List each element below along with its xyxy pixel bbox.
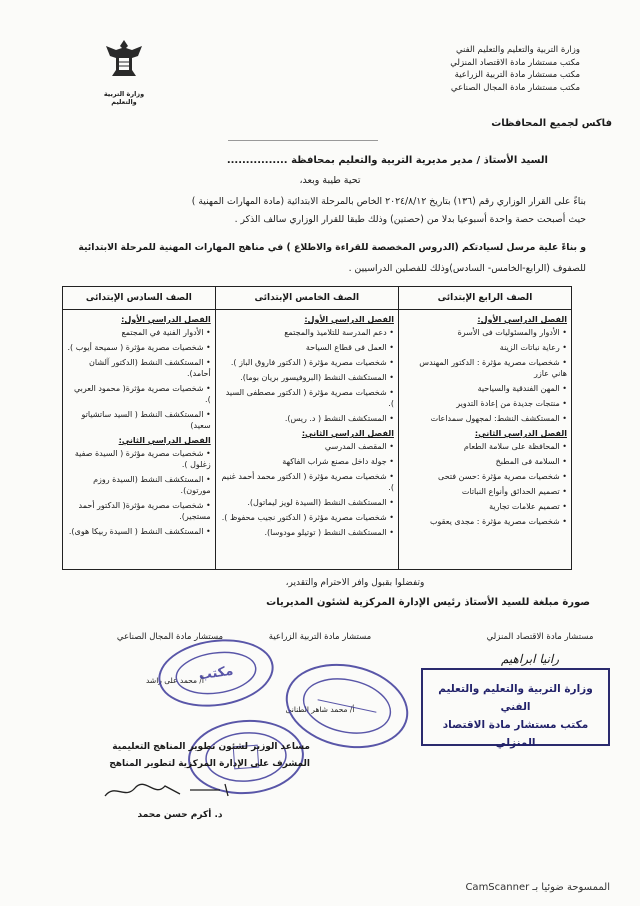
industrial-name: أ/ محمد على راشد [145,676,205,685]
grade-6-cell [63,310,216,570]
fax-line: فاكس لجميع المحافظات [491,118,612,129]
round-stamp-icon [154,632,278,714]
svg-text:مكتب: مكتب [197,663,235,684]
closing-line: وتفضلوا بقبول وافر الاحترام والتقدير، [285,578,425,588]
list-item: • المستكشف النشط (الدكتور آلشان أحامد). [67,357,211,379]
agri-title: مستشار مادة التربية الزراعية [268,632,372,642]
list-item: • شخصيات مصرية مؤثرة ( الدكتور نجيب محفوظ ). [220,512,394,523]
list-item: • المستكشف النشط ( السيدة ربيكا هوى). [67,526,211,537]
list-item: • شخصيات مصرية مؤثرة ( سميحة أيوب ). [67,342,211,353]
grade-5-cell [215,310,398,570]
list-item: • شخصيات مصرية مؤثرة ( الدكتور مصطفى السيد ). [220,387,394,409]
agri-name: أ/ محمد شاهر الطنانى [285,705,355,714]
list-item: • شخصيات مصرية مؤثرة ( الدكتور فاروق الباز ). [220,357,394,368]
list-item: • شخصيات مصرية مؤثرة( الدكتور أحمد مستجير). [67,500,211,522]
list-item: • رعاية نباتات الزينة [403,342,567,353]
header-grade-4: الصف الرابع الإبتدائى [398,287,571,310]
list-item: • المستكشف النشط ( توتيلو مودوسا). [220,527,394,538]
paragraph-1: بناءً على القرار الوزاري رقم (١٣٦) بتاريخ ٢٠٢٤/٨/١٢ الخاص بالمرحلة الابتدائية (مادة المهارات المهنية ) [191,196,586,207]
header-line: مكتب مستشار مادة المجال الصناعي [450,82,580,93]
industrial-title: مستشار مادة المجال الصناعي [116,632,224,642]
list-item: • المستكشف النشط ( د. ريس). [220,413,394,424]
assistant-title: مساعد الوزير لشئون تطوير المناهج التعليمية [112,742,310,752]
list-item: • شخصيات مصرية مؤثرة ( الدكتور محمد أحمد غنيم ). [220,471,394,493]
header-grade-6: الصف السادس الإبتدائى [63,287,216,310]
home-econ-title: مستشار مادة الاقتصاد المنزلي [486,632,594,642]
list-item: • المستكشف النشط (البروفيسور بريان بوما). [220,372,394,383]
header-line: وزارة التربية والتعليم والتعليم الفني [455,45,580,55]
list-item: • المستكشف النشط ( السيد ساتشياتو سعيد) [67,409,211,431]
assistant-name: د. أكرم حسن محمد [137,810,223,820]
list-item: • شخصيات مصرية مؤثرة : مجدى يعقوب [403,516,567,527]
list-item: • شخصيات مصرية مؤثرة : الدكتور المهندس هاني عازر [403,357,567,379]
list-item: • المستكشف النشط (السيدة روزم مورتون). [67,474,211,496]
header-grade-5: الصف الخامس الإبتدائى [215,287,398,310]
term1-label: الفصل الدراسي الأول: [304,315,394,324]
stamp-line: مكتب مستشار مادة الاقتصاد المنزلي [442,719,589,749]
list-item: • شخصيات مصرية مؤثرة( محمود العربي ). [67,383,211,405]
eagle-emblem-icon [102,36,146,106]
paragraph-2: حيث أصبحت حصة واحدة أسبوعيا بدلا من (حصتين) وذلك طبقا للقرار الوزاري سالف الذكر . [234,214,586,225]
stamp-line: وزارة التربية والتعليم والتعليم الفني [438,683,593,713]
list-item: • شخصيات مصرية مؤثرة :حسن فتحى [403,471,567,482]
list-item: • المهن الفندقية والسياحية [403,383,567,394]
assistant-signature-icon [100,778,250,804]
table-body-row [63,310,572,570]
greeting: تحية طيبة وبعد، [299,175,361,186]
list-item: • منتجات جديدة من إعادة التدوير [403,398,567,409]
term2-label: الفصل الدراسي الثاني: [118,436,211,445]
paragraph-3: و بناءً علية مرسل لسيادتكم (الدروس المخصصة للقراءة والاطلاع ) في مناهج المهارات المهنية للمرحلة الابتدائية [78,242,586,253]
list-item: • تصميم علامات تجارية [403,501,567,512]
header-line: مكتب مستشار مادة التربية الزراعية [454,70,580,80]
grade-4-cell [398,310,571,570]
list-item: • العمل فى قطاع السياحة [220,342,394,353]
addressee: السيد الأستاذ / مدير مديرية التربية والتعليم بمحافظة ................ [226,155,548,166]
term2-label: الفصل الدراسي الثاني: [474,429,567,438]
term1-label: الفصل الدراسي الأول: [121,315,211,324]
list-item: • السلامة فى المطبخ [403,456,567,467]
emblem-caption: وزارة التربية والتعليم [103,90,145,106]
list-item: • الأدوار الفنية في المجتمع [67,327,211,338]
home-econ-signature: رانيا ابراهيم [500,652,560,666]
list-item: • شخصيات مصرية مؤثرة ( السيدة صفية زغلول ). [67,448,211,470]
paragraph-4: للصفوف (الرابع-الخامس- السادس)وذلك للفصلين الدراسيين . [348,263,586,274]
list-item: • تصميم الحدائق وأنواع النباتات [403,486,567,497]
list-item: • جولة داخل مصنع شراب الفاكهة [220,456,394,467]
scanner-footer: الممسوحة ضوئيا بـ CamScanner [465,882,610,893]
assistant-title-2: المشرف على الإدارة المركزية لتطوير المناهج [109,759,310,769]
header-divider [228,140,378,141]
copy-line: صورة مبلغة للسيد الأستاذ رئيس الإدارة المركزية لشئون المديريات [266,597,590,608]
header-line: مكتب مستشار مادة الاقتصاد المنزلي [450,57,580,68]
list-item: • المستكشف النشط: لمجهول سمداعات [403,413,567,424]
office-stamp [421,668,610,749]
lessons-table [62,286,572,570]
list-item: • المستكشف النشط (السيدة لويز ليماتول). [220,497,394,508]
term2-label: الفصل الدراسي الثاني: [301,429,394,438]
ministry-header [430,44,580,94]
term1-label: الفصل الدراسي الأول: [477,315,567,324]
list-item: • المقصف المدرسي [220,441,394,452]
list-item: • دعم المدرسة للتلاميذ والمجتمع [220,327,394,338]
list-item: • المحافظة على سلامة الطعام [403,441,567,452]
table-header-row [63,287,572,310]
list-item: • الأدوار والمسئوليات فى الأسرة [403,327,567,338]
